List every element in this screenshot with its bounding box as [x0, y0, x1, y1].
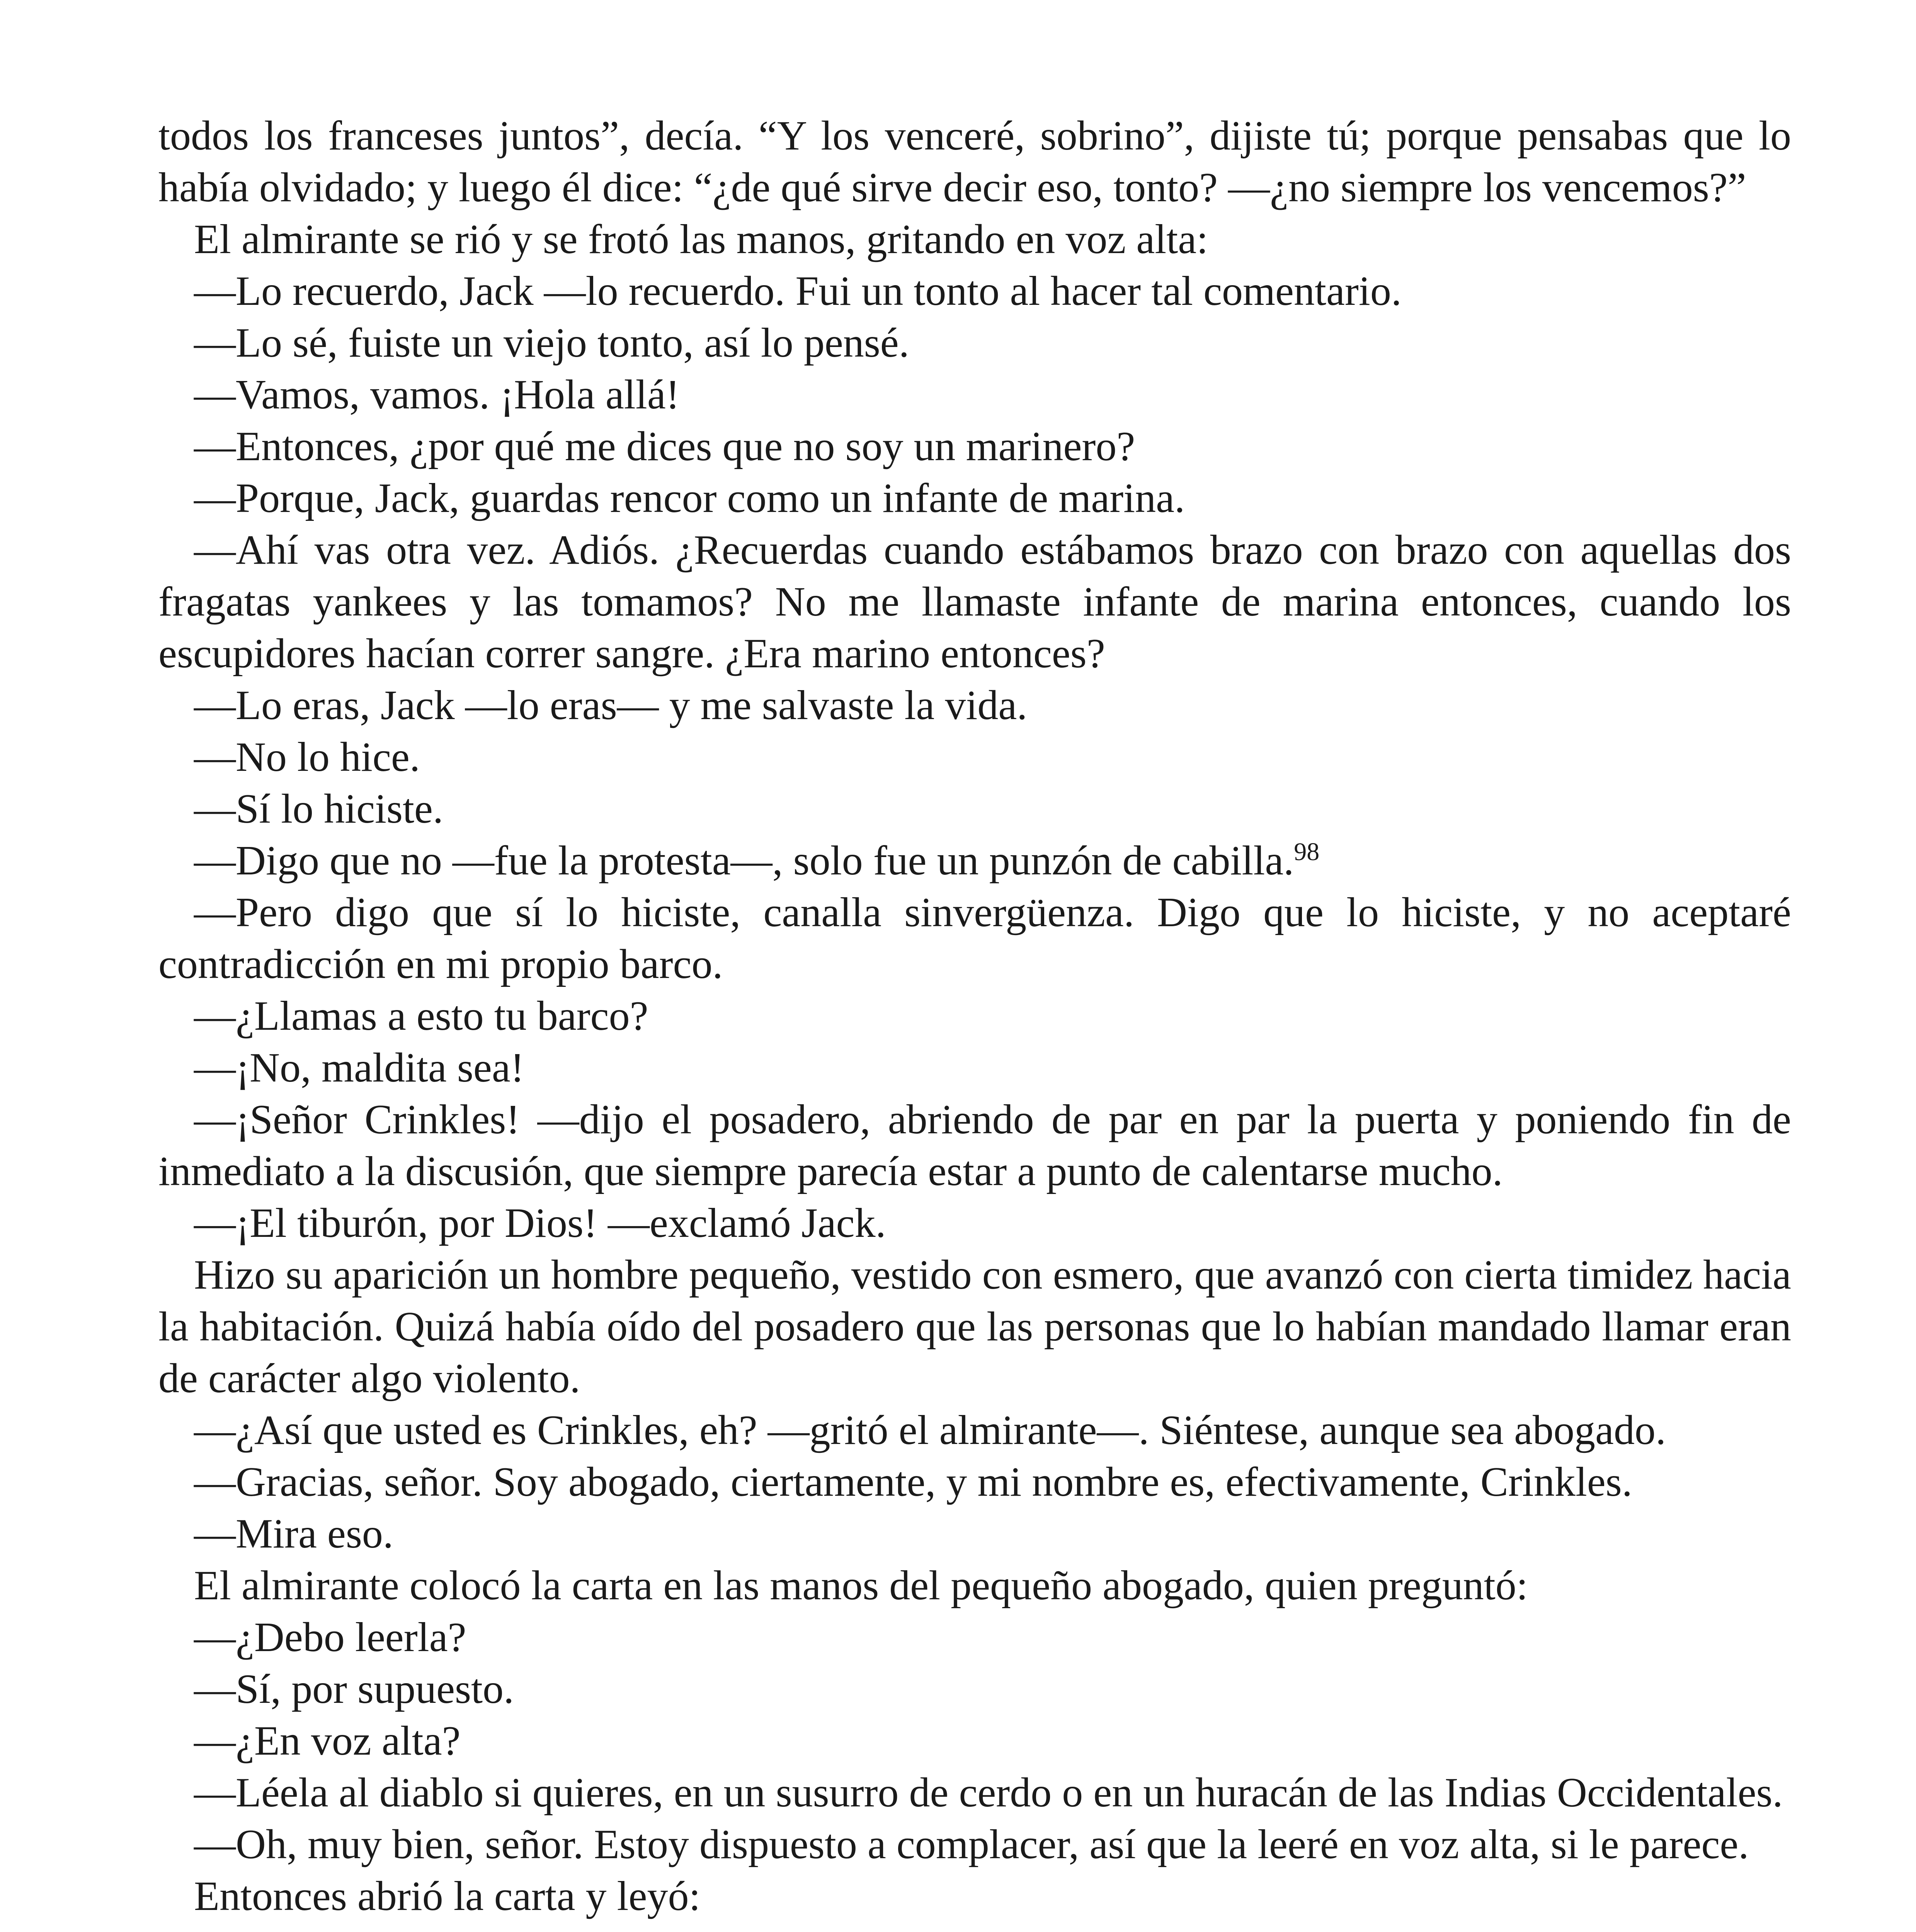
paragraph: Entonces abrió la carta y leyó: [194, 1873, 701, 1919]
paragraph: —¿Llamas a esto tu barco? [194, 993, 648, 1039]
paragraph: —Lo sé, fuiste un viejo tonto, así lo pensé. [194, 320, 909, 366]
paragraph: El almirante colocó la carta en las manos del pequeño abogado, quien preguntó: [194, 1563, 1528, 1609]
paragraph: —Mira eso. [194, 1511, 393, 1557]
paragraph: —Digo que no —fue la protesta—, solo fue un punzón de cabilla.$^{98}$ [194, 838, 1320, 884]
paragraph: —Léela al diablo si quieres, en un susurro de cerdo o en un huracán de las Indias Occidentales. [194, 1770, 1783, 1816]
paragraph: —Sí lo hiciste. [194, 786, 443, 832]
page-body [158, 110, 1791, 1932]
paragraph: —Pero digo que sí lo hiciste, canalla sinvergüenza. Digo que lo hiciste, y no aceptaré contradicción en mi propio barco. [158, 889, 1791, 987]
paragraph: —¡Señor Crinkles! —dijo el posadero, abriendo de par en par la puerta y poniendo fin de inmediato a la discusión, que siempre parecía estar a punto de calentarse mucho. [158, 1097, 1791, 1194]
footnote-reference[interactable]: 98 [1294, 838, 1320, 866]
paragraph: Hizo su aparición un hombre pequeño, vestido con esmero, que avanzó con cierta timidez hacia la habitación. Quizá había oído del posadero que las personas que lo habían mandado llamar eran de carácter algo violento. [158, 1252, 1791, 1401]
paragraph: —¿Así que usted es Crinkles, eh? —gritó el almirante—. Siéntese, aunque sea abogado. [194, 1407, 1666, 1453]
paragraph: —Sí, por supuesto. [194, 1666, 514, 1712]
paragraph: —No lo hice. [194, 734, 420, 780]
paragraph: todos los franceses juntos”, decía. “Y los venceré, sobrino”, dijiste tú; porque pensabas que lo había olvidado; y luego él dice: “¿de qué sirve decir eso, tonto? —¿no siempre los vencemos?” [158, 113, 1791, 211]
paragraph: —Ahí vas otra vez. Adiós. ¿Recuerdas cuando estábamos brazo con brazo con aquellas dos fragatas yankees y las tomamos? No me llamaste infante de marina entonces, cuando los escupidores hacían correr sangre. ¿Era marino entonces? [158, 527, 1791, 677]
paragraph: —¿En voz alta? [194, 1718, 461, 1764]
paragraph: —Oh, muy bien, señor. Estoy dispuesto a complacer, así que la leeré en voz alta, si le parece. [194, 1821, 1749, 1867]
paragraph: El almirante se rió y se frotó las manos, gritando en voz alta: [194, 216, 1208, 262]
paragraph: —Porque, Jack, guardas rencor como un infante de marina. [194, 475, 1185, 521]
paragraph: —Lo eras, Jack —lo eras— y me salvaste la vida. [194, 682, 1028, 728]
paragraph: —¿Debo leerla? [194, 1614, 466, 1660]
paragraph: —¡El tiburón, por Dios! —exclamó Jack. [194, 1200, 886, 1246]
paragraph: —¡No, maldita sea! [194, 1045, 524, 1091]
paragraph: —Lo recuerdo, Jack —lo recuerdo. Fui un tonto al hacer tal comentario. [194, 268, 1402, 314]
paragraph: —Vamos, vamos. ¡Hola allá! [194, 372, 680, 418]
paragraph: —Entonces, ¿por qué me dices que no soy un marinero? [194, 423, 1135, 469]
paragraph: —Gracias, señor. Soy abogado, ciertamente, y mi nombre es, efectivamente, Crinkles. [194, 1459, 1632, 1505]
